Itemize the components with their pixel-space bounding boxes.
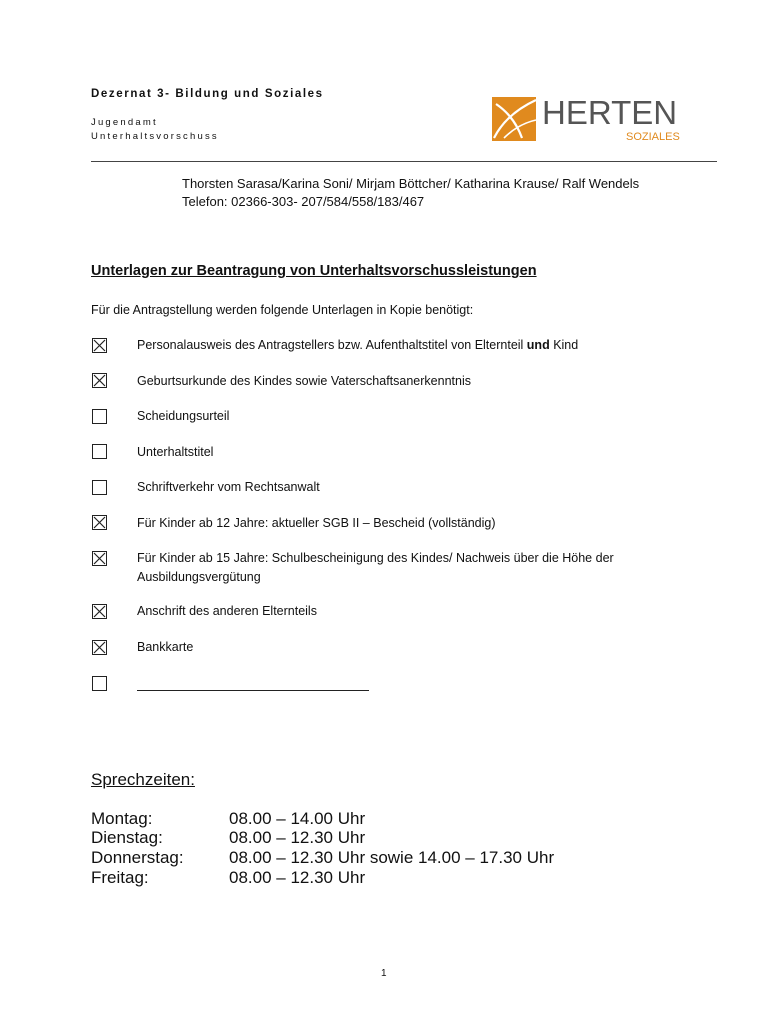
contact-names: Thorsten Sarasa/Karina Soni/ Mirjam Böttcher/ Katharina Krause/ Ralf Wendels	[182, 176, 640, 191]
checklist-item-line: Für Kinder ab 15 Jahre: Schulbescheinigung des Kindes/ Nachweis über die Höhe der	[137, 551, 614, 565]
page-number: 1	[381, 968, 387, 979]
checklist-item-personalausweis: Personalausweis des Antragstellers bzw. Aufenthaltstitel von Elternteil und Kind	[137, 338, 579, 352]
checkbox-anschrift[interactable]	[92, 604, 107, 619]
office-hours-time: 08.00 – 12.30 Uhr sowie 14.00 – 17.30 Uhr	[229, 848, 555, 867]
unit-line-jugendamt: Jugendamt	[91, 117, 158, 128]
checklist-item-geburtsurkunde: Geburtsurkunde des Kindes sowie Vaterschaftsanerkenntnis	[137, 374, 471, 388]
check-x-icon	[93, 605, 106, 618]
office-hours-day: Dienstag:	[91, 828, 163, 847]
office-hours-title: Sprechzeiten:	[91, 770, 195, 789]
office-hours-day: Freitag:	[91, 868, 149, 887]
check-x-icon	[93, 516, 106, 529]
office-hours-time: 08.00 – 12.30 Uhr	[229, 868, 366, 887]
office-hours-time: 08.00 – 14.00 Uhr	[229, 809, 366, 828]
checklist-item-schriftverkehr: Schriftverkehr vom Rechtsanwalt	[137, 480, 320, 494]
document-intro: Für die Antragstellung werden folgende Unterlagen in Kopie benötigt:	[91, 303, 474, 317]
checkbox-geburtsurkunde[interactable]	[92, 373, 107, 388]
logo-tagline: SOZIALES	[626, 131, 680, 143]
herten-logo-mark	[492, 94, 682, 144]
checkbox-custom[interactable]	[92, 676, 107, 691]
checklist-item-sgb-ii-bescheid: Für Kinder ab 12 Jahre: aktueller SGB II – Bescheid (vollständig)	[137, 516, 496, 530]
check-x-icon	[93, 552, 106, 565]
checkbox-unterhaltstitel[interactable]	[92, 444, 107, 459]
checklist-item-anschrift: Anschrift des anderen Elternteils	[137, 604, 317, 618]
check-x-icon	[93, 339, 106, 352]
checklist-item-line: Ausbildungsvergütung	[137, 570, 261, 584]
custom-item-blank-line[interactable]	[137, 690, 369, 691]
checklist-item-schulbescheinigung	[137, 549, 614, 587]
unit-line-unterhaltsvorschuss: Unterhaltsvorschuss	[91, 131, 219, 142]
checkbox-bankkarte[interactable]	[92, 640, 107, 655]
check-x-icon	[93, 641, 106, 654]
checkbox-scheidungsurteil[interactable]	[92, 409, 107, 424]
logo-wordmark: HERTEN	[542, 94, 678, 131]
checkbox-sgb-ii-bescheid[interactable]	[92, 515, 107, 530]
contact-phone: Telefon: 02366-303- 207/584/558/183/467	[182, 194, 425, 209]
checkbox-personalausweis[interactable]	[92, 338, 107, 353]
checkbox-schriftverkehr[interactable]	[92, 480, 107, 495]
checklist-item-unterhaltstitel: Unterhaltstitel	[137, 445, 214, 459]
header-divider	[91, 161, 717, 162]
department-heading: Dezernat 3- Bildung und Soziales	[91, 88, 324, 100]
herten-logo	[492, 94, 682, 144]
office-hours-time: 08.00 – 12.30 Uhr	[229, 828, 366, 847]
office-hours-day: Donnerstag:	[91, 848, 184, 867]
office-hours-day: Montag:	[91, 809, 153, 828]
checkbox-schulbescheinigung[interactable]	[92, 551, 107, 566]
checklist-item-bankkarte: Bankkarte	[137, 640, 194, 654]
check-x-icon	[93, 374, 106, 387]
checklist-item-scheidungsurteil: Scheidungsurteil	[137, 409, 230, 423]
document-title: Unterlagen zur Beantragung von Unterhaltsvorschussleistungen	[91, 263, 537, 279]
